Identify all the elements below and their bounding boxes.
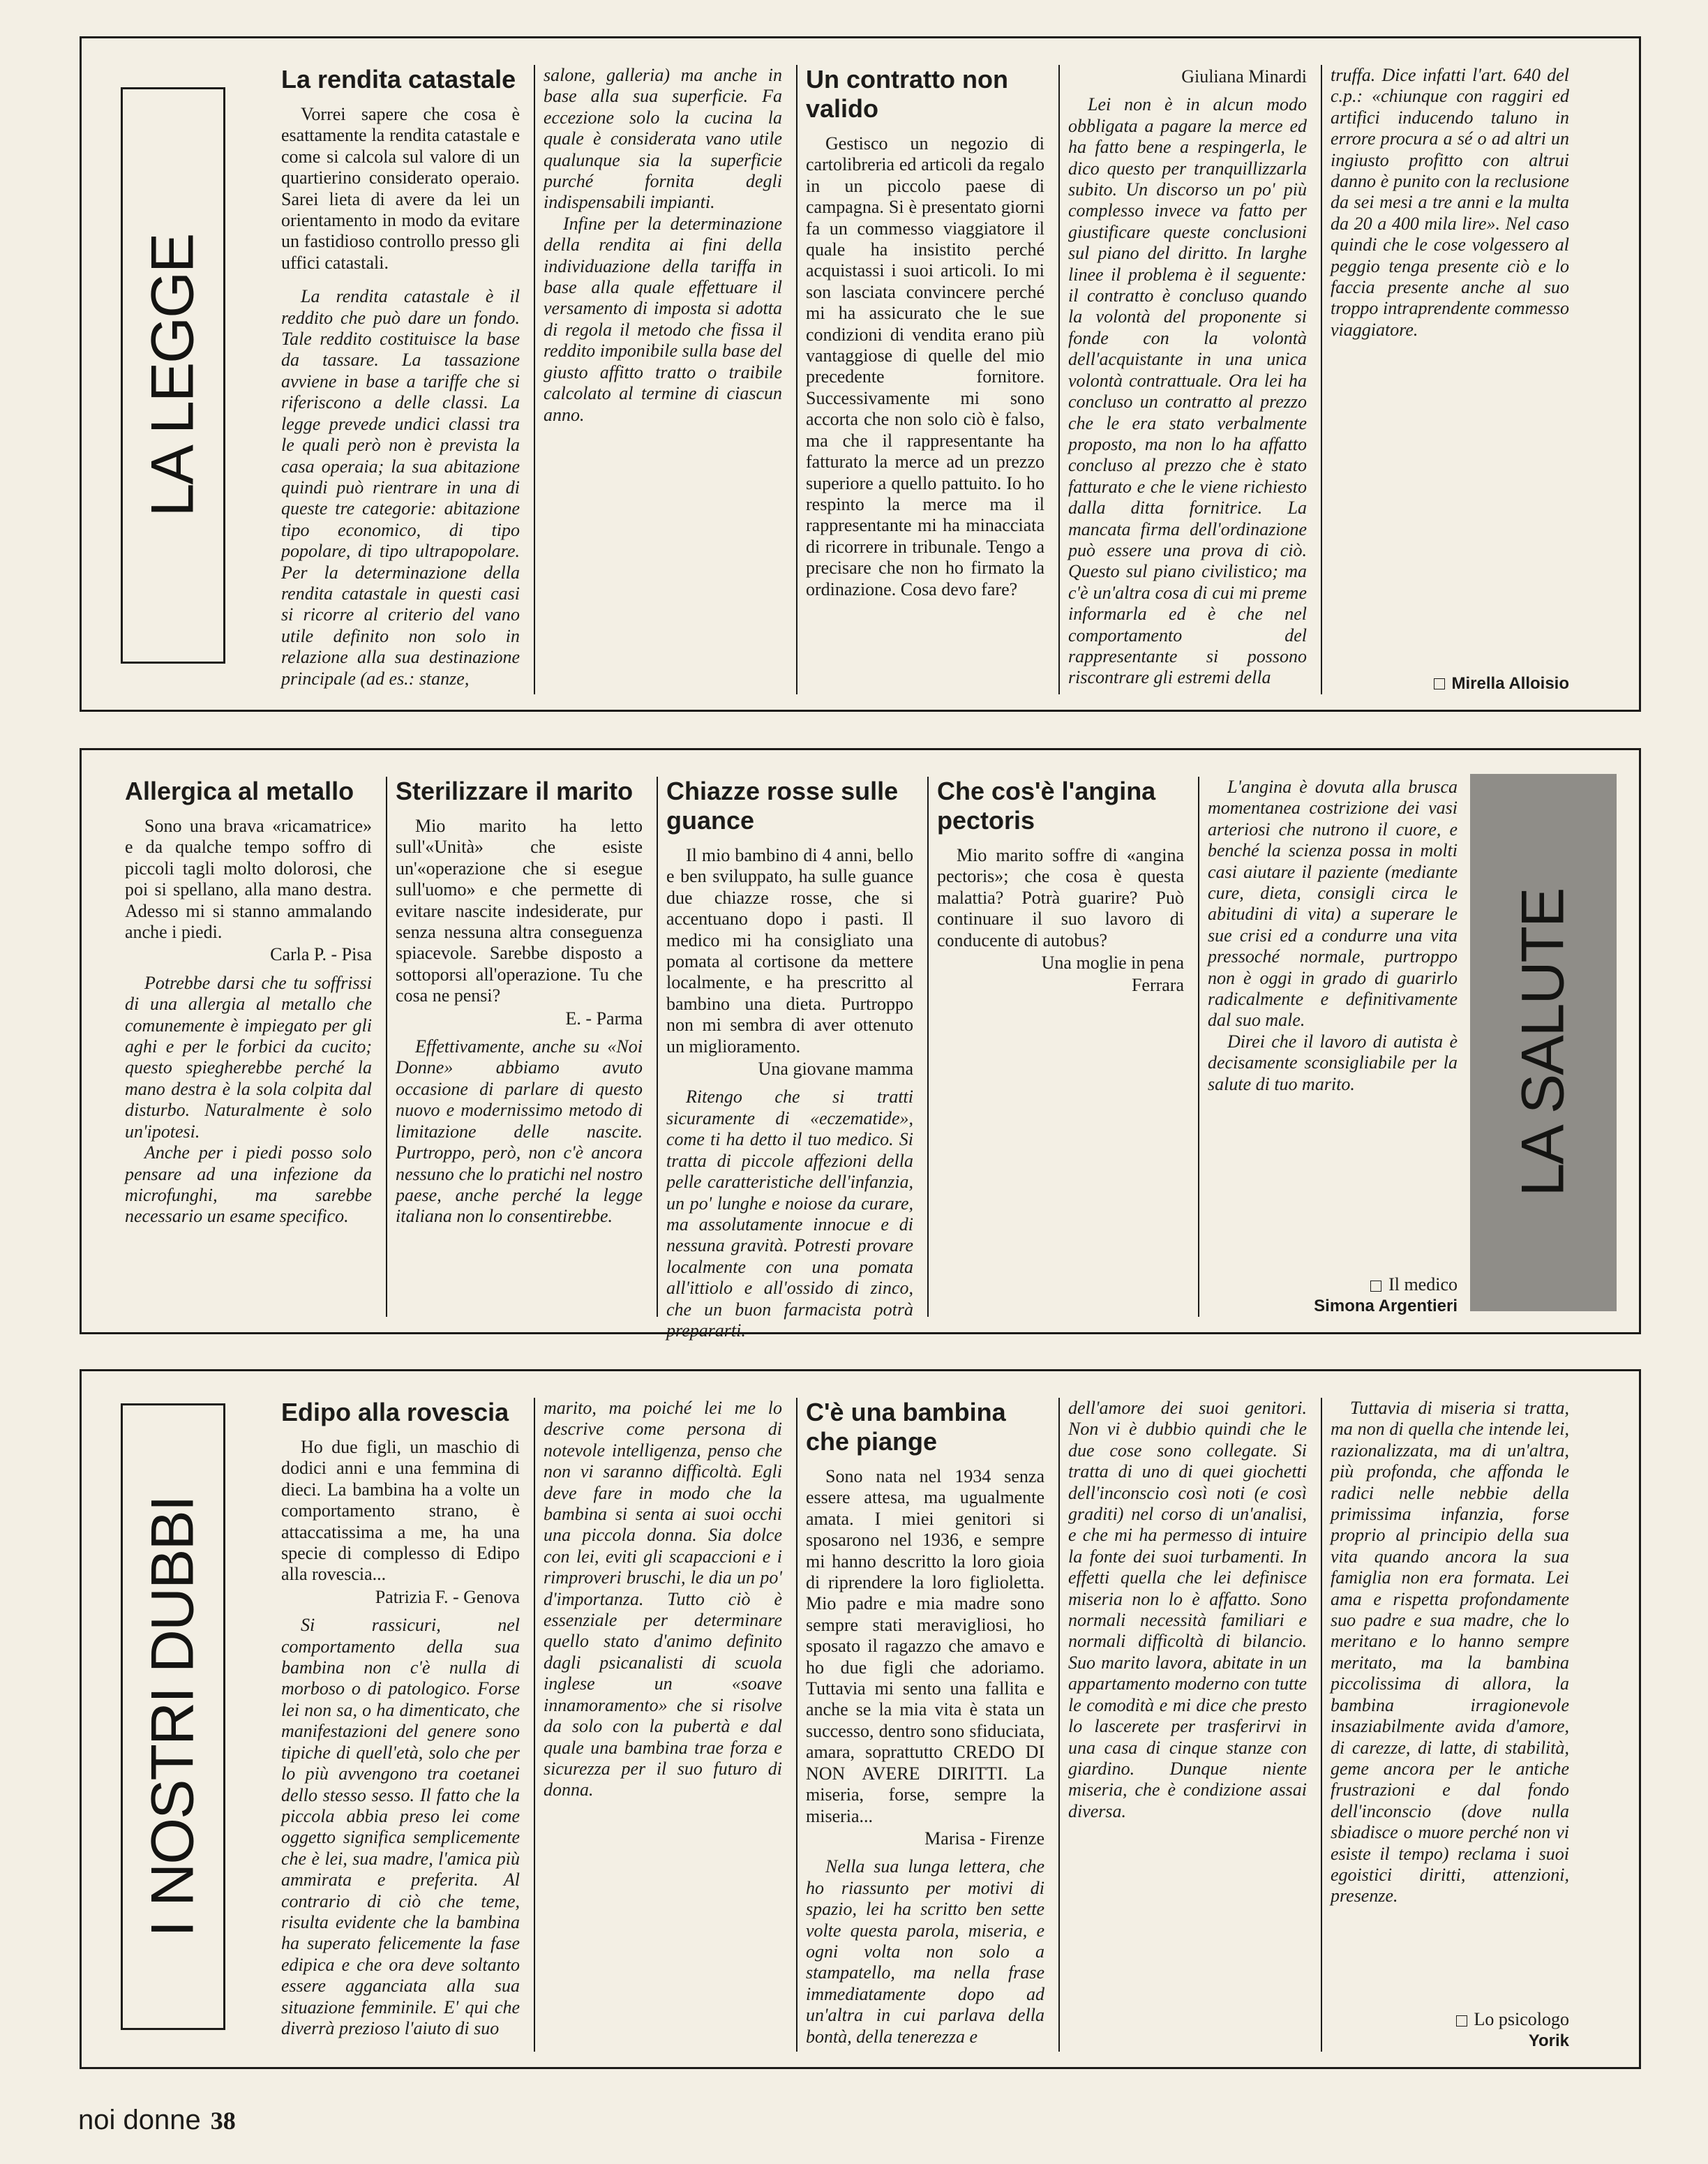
column-rule <box>927 777 929 1317</box>
magazine-name: noi donne <box>78 2105 201 2135</box>
author-credit <box>1456 2009 1570 2052</box>
expert-answer: Lei non è in alcun modo obbligata a pagare la merce ed ha fatto bene a respingerla, le dico questo per tranquillizzarla subito. Un discorso un po' più complesso invece va fatto per giustificare queste conclusioni sul piano del diritto. In larghe linee il problema è il seguente: il contratto è concluso quando la volontà del proponente si fonde con la volontà dell'acquistante in una unica volontà contrattuale. Ora lei ha concluso un contratto al prezzo che le era stato verbalmente proposto, ma non lo ha affatto concluso al prezzo che è stato fatturato e che le viene richiesto dalla ditta fornitrice. La mancata firma dell'ordinazione può essere una prova di ciò. Questo sul piano civilistico; ma c'è un'altra cosa di cui mi preme informarla ed è che nel comportamento del rappresentante si possono riscontrare gli estremi della <box>1068 94 1307 688</box>
reader-letter: Vorrei sapere che cosa è esattamente la rendita catastale e come si calcola sul valore di un quartierino considerato operaio. Sarei lieta di avere da lei un orientamento in modo da evitare un fastidioso controllo presso gli uffici catastali. <box>281 104 520 273</box>
reader-letter: Mio marito ha letto sull'«Unità» che esiste un'«operazione che si esegue sull'uomo» e che permette di evitare nascite indesiderate, pur senza nessuna altra conseguenza spiacevole. Sarebbe disposto a sottoporsi all'operazione. Tu che cosa ne pensi? <box>396 816 643 1006</box>
author-name: Simona Argentieri <box>1314 1296 1458 1315</box>
column-rule <box>534 65 535 694</box>
column <box>1064 65 1311 694</box>
article-title: Che cos'è l'angina pectoris <box>937 777 1156 835</box>
letter-signature: Carla P. - Pisa <box>270 944 372 965</box>
author-name: Yorik <box>1528 2031 1569 2050</box>
column <box>277 65 524 694</box>
column-rule <box>657 777 658 1317</box>
column <box>1204 777 1462 1317</box>
reader-letter: Sono nata nel 1934 senza essere attesa, ma ugualmente amata. I miei genitori si sposarono nel 1936, e sempre mi hanno descritto la loro gioia di riprendere la loro figlioletta. Mio padre e mia madre sono sempre stati meravigliosi, ho sposato il ragazzo che amavo e ho due figli che adoriamo. Tuttavia mi sento una fallita e anche se la mia vita è stata un successo, dentro sono sfiduciata, amara, soprattutto CREDO DI NON AVERE DIRITTI. La miseria, forse, sempre la miseria... <box>806 1466 1044 1826</box>
signoff-label: Lo psicologo <box>1474 2009 1569 2030</box>
expert-answer: Nella sua lunga lettera, che ho riassunto per motivi di spazio, lei ha scritto ben sette volte questa parola, miseria, e ogni volta non solo a stampatello, ma nella frase immediatamente dopo ad un'altra in cui parlava della bontà, della tenerezza e <box>806 1856 1044 2047</box>
expert-answer-continued: truffa. Dice infatti l'art. 640 del c.p.: «chiunque con raggiri ed artifici inducendo taluno in errore procura a sé o ad altri un ingiusto profitto con altrui danno è punito con la reclusione da sei mesi a tre anni e la multa da 20 a 400 mila lire». Nel caso quindi che le cose volgessero al peggio tenga presente ciò e lo faccia presente anche al suo troppo intraprendente commesso viaggiatore. <box>1331 65 1569 340</box>
column <box>1326 65 1573 694</box>
expert-answer: Anche per i piedi posso solo pensare ad una infezione da microfunghi, ma sarebbe necessario un esame specifico. <box>125 1142 372 1227</box>
section-tab-i-nostri-dubbi <box>121 1403 225 2030</box>
expert-answer: L'angina è dovuta alla brusca momentanea costrizione dei vasi arteriosi che nutrono il cuore, e benché la scienza possa in molti casi aiutare il paziente (mediante cure, dieta, consigli circa le abitudini di vita) a superare le sue crisi ed a condurre una vita pressoché normale, purtroppo non è oggi in grado di guarirlo radicalmente e definitivamente dal suo male. <box>1208 777 1458 1031</box>
section-tab-la-salute <box>1470 774 1617 1311</box>
reader-letter: Ho due figli, un maschio di dodici anni e una femmina di dieci. La bambina ha a volte un comportamento strano, è attaccatissima a me, ha una specie di complesso di Edipo alla rovescia... <box>281 1437 520 1585</box>
article-title: Sterilizzare il marito <box>396 777 634 805</box>
author-credit <box>1314 1274 1458 1317</box>
section-title: LA LEGGE <box>139 234 207 517</box>
section-i-nostri-dubbi <box>80 1369 1641 2069</box>
column <box>1326 1398 1573 2052</box>
article-title: La rendita catastale <box>281 65 516 94</box>
article-title: C'è una bambina che piange <box>806 1398 1006 1456</box>
end-mark-icon <box>1370 1281 1381 1292</box>
letter-signature: Marisa - Firenze <box>924 1828 1044 1849</box>
expert-answer-continued: marito, ma poiché lei me lo descrive come persona di notevole intelligenza, penso che non vi saranno difficoltà. Egli deve fare in modo che la bambina si senta ai suoi occhi una piccola donna. Sia dolce con lei, eviti gli scapaccioni e i rimproveri bruschi, le dia un po' d'importanza. Tutto ciò è essenziale per determinare quello stato d'animo definito dagli psicanalisti di scuola inglese un «soave innamoramento» che si risolve da solo con la pubertà e dal quale una bambina trae forza e sicurezza per il suo futuro di donna. <box>544 1398 782 1800</box>
column-rule <box>796 1398 797 2052</box>
expert-answer: Ritengo che si tratti sicuramente di «eczematide», come ti ha detto il tuo medico. Si tratta di piccole affezioni della pelle caratteristiche dell'infanzia, un po' lunghe e noiose da curare, ma assolutamente innocue e di nessuna gravità. Potresti provare localmente con una pomata all'ittiolo e all'ossido di zinco, che un buon farmacista potrà prepararti. <box>666 1087 913 1341</box>
letter-signature: Giuliana Minardi <box>1181 66 1307 87</box>
article-title: Un contratto non valido <box>806 65 1008 123</box>
reader-letter: Il mio bambino di 4 anni, bello e ben sviluppato, ha sulle guance due chiazze rosse, che si accentuano dopo i pasti. Il medico mi ha consigliato una pomata al cortisone da mettere localmente, e ha prescritto al bambino una dieta. Purtroppo non mi sembra di aver ottenuto un miglioramento. <box>666 845 913 1057</box>
column-rule <box>1321 1398 1322 2052</box>
column-rule <box>796 65 797 694</box>
column-rule <box>1198 777 1199 1317</box>
column <box>662 777 917 1341</box>
expert-answer: Direi che il lavoro di autista è decisamente sconsigliabile per la salute di tuo marito. <box>1208 1031 1458 1094</box>
expert-answer: La rendita catastale è il reddito che può dare un fondo. Tale reddito costituisce la base da tassare. La tassazione avviene in base a tariffe che si riferiscono a delle classi. La legge prevede undici classi tra le quali però non è prevista la casa operaia; la sua abitazione quindi può rientrare in una di queste tre categorie: abitazione tipo economico, di tipo popolare, di tipo ultrapopolare. Per la determinazione della rendita catastale in questi casi si ricorre al criterio del vano utile definito non solo in relazione alla sua destinazione principale (ad es.: stanze, <box>281 286 520 689</box>
page-footer <box>78 2105 236 2136</box>
column <box>539 65 786 694</box>
signoff-label: Il medico <box>1388 1274 1458 1295</box>
expert-answer: Infine per la determinazione della rendita ai fini della individuazione della tariffa in base alla quale effettuare il versamento di imposta si adotta di regola il metodo che fissa il reddito imponibile sulla base del giusto affitto tratto o traibile calcolato al termine di ciascun anno. <box>544 213 782 425</box>
page-number: 38 <box>210 2107 236 2135</box>
column-rule <box>534 1398 535 2052</box>
column <box>933 777 1188 1317</box>
section-la-salute <box>80 748 1641 1341</box>
author-credit: Mirella Alloisio <box>1434 673 1569 694</box>
column <box>802 65 1049 694</box>
section-title: LA SALUTE <box>1509 888 1577 1197</box>
reader-letter: Mio marito soffre di «angina pectoris»; che cosa è questa malattia? Potrà guarire? Può continuare il suo lavoro di conducente di autobus? <box>937 845 1184 950</box>
column <box>1064 1398 1311 2052</box>
end-mark-icon <box>1456 2015 1467 2027</box>
article-title: Chiazze rosse sulle guance <box>666 777 899 835</box>
expert-answer-continued: dell'amore dei suoi genitori. Non vi è dubbio quindi che le due cose sono collegate. Si tratta di uno di quei giochetti dell'inconscio così noti (e così graditi) nel corso di un'analisi, e che mi ha permesso di intuire la fonte dei suoi turbamenti. In effetti quella che lei definisce miseria non lo è affatto. Sono normali necessità familiari e normali difficoltà di bilancio. Suo marito lavora, abitate in un appartamento moderno con tutte le comodità e mi dice che presto lo lascerete per trasferirvi in una casa di cinque stanze con giardino. Dunque niente miseria, che è condizione assai diversa. <box>1068 1398 1307 1821</box>
section-title: I NOSTRI DUBBI <box>139 1496 207 1937</box>
column <box>121 777 376 1317</box>
column <box>277 1398 524 2052</box>
article-title: Allergica al metallo <box>125 777 354 805</box>
column <box>391 777 647 1317</box>
section-tab-la-legge <box>121 87 225 664</box>
expert-answer: Tuttavia di miseria si tratta, ma non di quella che intende lei, razionalizzata, ma di un'altra, più profonda, che affonda le radici nelle nebbie della primissima infanzia, forse proprio al principio della sua vita quando ancora la sua famiglia non era formata. Lei ama e rispetta profondamente suo padre e sua madre, che lo meritano e lo hanno sempre meritato, ma la bambina piccolissima di allora, la bambina irragionevole insaziabilmente avida d'amore, di carezze, di latte, di stabilità, geme ancora per le antiche frustrazioni e dal fondo dell'inconscio (dove nulla sbiadisce o muore perché non vi esiste il tempo) reclama i suoi egoistici diritti, attenzioni, presenze. <box>1331 1398 1569 1906</box>
section-la-legge <box>80 36 1641 712</box>
column-rule <box>386 777 387 1317</box>
column-rule <box>1321 65 1322 694</box>
column <box>802 1398 1049 2052</box>
letter-signature: E. - Parma <box>565 1008 643 1029</box>
letter-signature: Ferrara <box>1131 975 1184 996</box>
letter-signature: Patrizia F. - Genova <box>375 1586 520 1607</box>
letter-signature: Una giovane mamma <box>758 1059 913 1080</box>
column <box>539 1398 786 2052</box>
reader-letter: Sono una brava «ricamatrice» e da qualche tempo soffro di piccoli tagli molto dolorosi, che poi si spellano, alla mano destra. Adesso mi si stanno ammalando anche i piedi. <box>125 816 372 943</box>
end-mark-icon <box>1434 678 1445 689</box>
column-rule <box>1058 65 1060 694</box>
expert-answer: Effettivamente, anche su «Noi Donne» abbiamo avuto occasione di parlare di questo nuovo e modernissimo metodo di limitazione delle nascite. Purtroppo, però, non c'è ancora nessuno che lo pratichi nel nostro paese, anche perché la legge italiana non lo consentirebbe. <box>396 1036 643 1227</box>
expert-answer: Si rassicuri, nel comportamento della sua bambina non c'è nulla di morboso o di patologico. Forse lei non sa, o ha dimenticato, che manifestazioni del genere sono tipiche di quell'età, solo che per lo più avvengono tra coetanei dello stesso sesso. Il fatto che la piccola abbia preso lei come oggetto significa semplicemente che è lei, sua madre, l'amica più ammirata e preferita. Al contrario di ciò che teme, risulta evidente che la bambina ha superato felicemente la fase edipica e che ora deve soltanto essere agganciata alla sua situazione femminile. E' qui che diverrà prezioso l'aiuto di suo <box>281 1615 520 2038</box>
letter-signature: Una moglie in pena <box>1041 953 1184 973</box>
article-title: Edipo alla rovescia <box>281 1398 509 1426</box>
expert-answer: Potrebbe darsi che tu soffrissi di una allergia al metallo che comunemente è impiegato per gli aghi e per le forbici da cucito; questo spiegherebbe perché la mano destra è la sola colpita dal disturbo. Naturalmente è solo un'ipotesi. <box>125 972 372 1142</box>
reader-letter: Gestisco un negozio di cartolibreria ed articoli da regalo in un piccolo paese di campagna. Si è presentato giorni fa un commesso viaggiatore il quale ha insistito perché acquistassi i suoi articoli. Io mi son lasciata convincere perché mi ha assicurato che le sue condizioni di vendita erano più vantaggiose di quelle del mio precedente fornitore. Successivamente mi sono accorta che non solo ciò è falso, ma che il rappresentante ha fatturato la merce ad un prezzo superiore a quello pattuito. Io ho respinto la merce ma il rappresentante mi ha minacciata di ricorrere in tribunale. Tengo a precisare che non ho firmato la ordinazione. Cosa devo fare? <box>806 133 1044 599</box>
column-rule <box>1058 1398 1060 2052</box>
expert-answer-continued: salone, galleria) ma anche in base alla sua superficie. Fa eccezione solo la cucina la quale è considerata vano utile qualunque sia la superficie purché fornita degli indispensabili impianti. <box>544 65 782 213</box>
